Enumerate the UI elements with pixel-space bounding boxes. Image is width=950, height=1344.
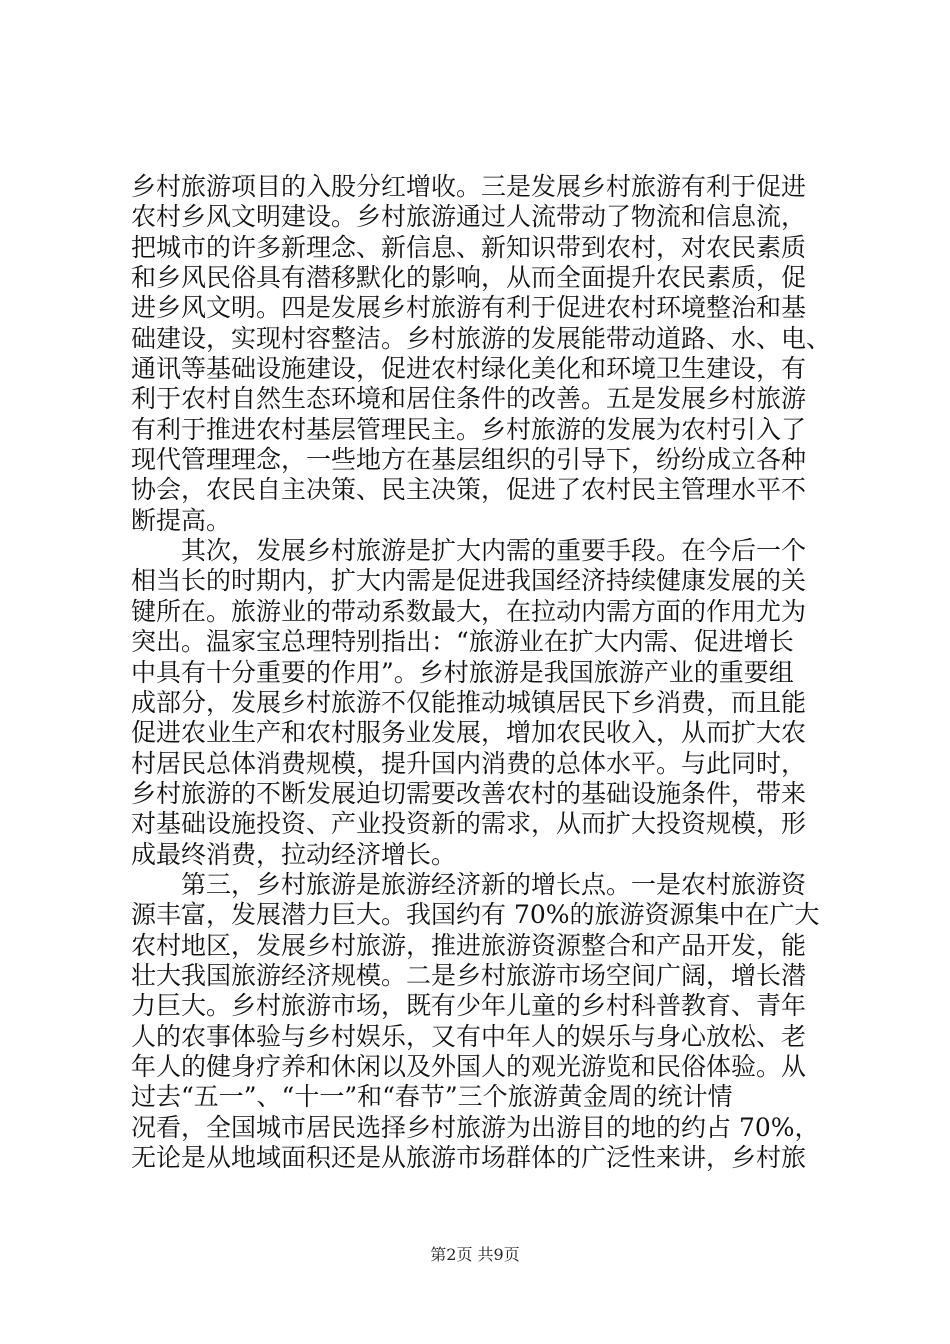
text-line: 协会，农民自主决策、民主决策，促进了农村民主管理水平不 [131, 475, 807, 504]
text-line: 成最终消费，拉动经济增长。 [131, 840, 457, 869]
text-line: 中具有十分重要的作用”。乡村旅游是我国旅游产业的重要组 [131, 658, 794, 687]
text-line: 有利于推进农村基层管理民主。乡村旅游的发展为农村引入了 [131, 415, 807, 444]
text-line: 和乡风民俗具有潜移默化的影响，从而全面提升农民素质，促 [131, 263, 807, 292]
text-line: 年人的健身疗养和休闲以及外国人的观光游览和民俗体验。从 [131, 1052, 807, 1081]
text-line: 利于农村自然生态环境和居住条件的改善。五是发展乡村旅游 [131, 384, 807, 413]
text-line: 乡村旅游项目的入股分红增收。三是发展乡村旅游有利于促进 [131, 172, 807, 201]
text-line: 况看，全国城市居民选择乡村旅游为出游目的地的约占 70%， [131, 1113, 820, 1142]
text-line: 突出。温家宝总理特别指出：“旅游业在扩大内需、促进增长 [131, 627, 794, 656]
text-line: 壮大我国旅游经济规模。二是乡村旅游市场空间广阔，增长潜 [131, 961, 807, 990]
text-line: 第三，乡村旅游是旅游经济新的增长点。一是农村旅游资 [131, 870, 807, 899]
text-line: 相当长的时期内，扩大内需是促进我国经济持续健康发展的关 [131, 566, 807, 595]
text-line: 对基础设施投资、产业投资新的需求，从而扩大投资规模，形 [131, 809, 807, 838]
text-line: 础建设，实现村容整洁。乡村旅游的发展能带动道路、水、电、 [131, 324, 832, 353]
text-line: 通讯等基础设施建设，促进农村绿化美化和环境卫生建设，有 [131, 354, 807, 383]
text-line: 断提高。 [131, 506, 232, 535]
text-line: 键所在。旅游业的带动系数最大，在拉动内需方面的作用尤为 [131, 597, 807, 626]
text-line: 村居民总体消费规模，提升国内消费的总体水平。与此同时， [131, 749, 807, 778]
text-line: 无论是从地域面积还是从旅游市场群体的广泛性来讲，乡村旅 [131, 1143, 807, 1172]
text-line: 乡村旅游的不断发展迫切需要改善农村的基础设施条件，带来 [131, 779, 807, 808]
text-line: 成部分，发展乡村旅游不仅能推动城镇居民下乡消费，而且能 [131, 688, 807, 717]
text-line: 促进农业生产和农村服务业发展，增加农民收入，从而扩大农 [131, 718, 807, 747]
text-line: 过去“五一”、“十一”和“春节”三个旅游黄金周的统计情 [131, 1082, 733, 1111]
text-line: 现代管理理念，一些地方在基层组织的引导下，纷纷成立各种 [131, 445, 807, 474]
text-line: 源丰富，发展潜力巨大。我国约有 70%的旅游资源集中在广大 [131, 900, 820, 929]
text-line: 农村乡风文明建设。乡村旅游通过人流带动了物流和信息流， [131, 202, 807, 231]
text-line: 其次，发展乡村旅游是扩大内需的重要手段。在今后一个 [131, 536, 807, 565]
text-line: 农村地区，发展乡村旅游，推进旅游资源整合和产品开发，能 [131, 931, 807, 960]
page-number-footer: 第2页 共9页 [430, 1245, 520, 1264]
text-line: 把城市的许多新理念、新信息、新知识带到农村，对农民素质 [131, 233, 807, 262]
text-line: 力巨大。乡村旅游市场，既有少年儿童的乡村科普教育、青年 [131, 991, 807, 1020]
text-line: 进乡风文明。四是发展乡村旅游有利于促进农村环境整治和基 [131, 293, 807, 322]
text-line: 人的农事体验与乡村娱乐，又有中年人的娱乐与身心放松、老 [131, 1022, 807, 1051]
